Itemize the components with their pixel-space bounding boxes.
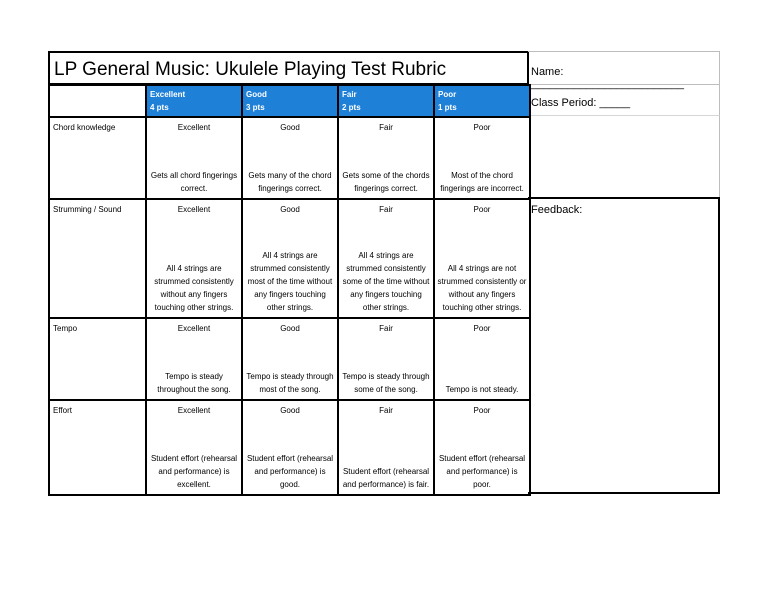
level-label: Fair xyxy=(379,406,393,415)
level-label: Fair xyxy=(379,123,393,132)
rubric-cell xyxy=(242,400,338,495)
header-row xyxy=(49,85,530,117)
criterion-label: Effort xyxy=(49,400,146,495)
rubric-title: LP General Music: Ukulele Playing Test Rubric xyxy=(48,51,529,85)
rubric-cell xyxy=(146,318,242,400)
header-level-label: Poor xyxy=(438,90,457,99)
level-description: Student effort (rehearsal and performance) is fair. xyxy=(342,467,430,489)
level-description: Tempo is steady through some of the song. xyxy=(342,372,430,394)
level-label: Excellent xyxy=(177,406,211,415)
level-label: Good xyxy=(280,406,300,415)
criterion-label: Strumming / Sound xyxy=(49,199,146,318)
header-blank-cell xyxy=(49,85,146,117)
level-description: Tempo is steady throughout the song. xyxy=(157,372,231,394)
level-label: Good xyxy=(280,205,300,214)
level-label: Good xyxy=(280,324,300,333)
level-description: Student effort (rehearsal and performance) is poor. xyxy=(438,454,526,489)
rubric-cell xyxy=(338,117,434,199)
level-description: Tempo is not steady. xyxy=(445,385,519,394)
header-level-label: Excellent xyxy=(150,90,186,99)
header-excellent xyxy=(146,85,242,117)
class-period-field[interactable]: Class Period: _____ xyxy=(528,85,720,116)
rubric-cell xyxy=(434,117,530,199)
criterion-label: Chord knowledge xyxy=(49,117,146,199)
rubric-row-chord-knowledge xyxy=(49,117,530,199)
header-level-label: Fair xyxy=(342,90,357,99)
level-description: All 4 strings are strummed consistently without any fingers touching other strings. xyxy=(154,264,234,312)
header-fair xyxy=(338,85,434,117)
rubric-cell xyxy=(338,199,434,318)
feedback-box[interactable]: Feedback: xyxy=(528,197,720,494)
level-description: Gets all chord fingerings correct. xyxy=(150,171,238,193)
level-description: Gets some of the chords fingerings correct. xyxy=(342,171,430,193)
header-points: 2 pts xyxy=(342,103,361,112)
side-blank-cell xyxy=(528,116,720,198)
criterion-label: Tempo xyxy=(49,318,146,400)
level-description: Most of the chord fingerings are incorrect. xyxy=(440,171,524,193)
rubric-cell xyxy=(242,318,338,400)
header-poor xyxy=(434,85,530,117)
rubric-row-effort xyxy=(49,400,530,495)
rubric-row-strumming-sound xyxy=(49,199,530,318)
rubric-cell xyxy=(434,400,530,495)
rubric-cell xyxy=(146,199,242,318)
level-label: Poor xyxy=(473,406,491,415)
rubric-cell xyxy=(146,400,242,495)
level-label: Poor xyxy=(473,123,491,132)
header-points: 3 pts xyxy=(246,103,265,112)
header-level-label: Good xyxy=(246,90,267,99)
header-points: 1 pts xyxy=(438,103,457,112)
level-description: Gets many of the chord fingerings correct. xyxy=(248,171,332,193)
rubric-cell xyxy=(242,199,338,318)
rubric-cell xyxy=(434,318,530,400)
level-description: All 4 strings are strummed consistently some of the time without any fingers touching other strings. xyxy=(342,251,430,312)
rubric-table xyxy=(48,84,531,496)
level-label: Good xyxy=(280,123,300,132)
level-description: All 4 strings are not strummed consistently or without any fingers touching other strings. xyxy=(437,264,527,312)
level-label: Excellent xyxy=(177,123,211,132)
level-label: Fair xyxy=(379,324,393,333)
header-points: 4 pts xyxy=(150,103,169,112)
rubric-cell xyxy=(338,400,434,495)
level-label: Excellent xyxy=(177,324,211,333)
rubric-cell xyxy=(146,117,242,199)
level-description: All 4 strings are strummed consistently most of the time without any fingers touching other strings. xyxy=(247,251,333,312)
rubric-cell xyxy=(242,117,338,199)
rubric-row-tempo xyxy=(49,318,530,400)
level-label: Poor xyxy=(473,324,491,333)
level-label: Fair xyxy=(379,205,393,214)
level-description: Student effort (rehearsal and performance) is good. xyxy=(246,454,334,489)
header-good xyxy=(242,85,338,117)
level-label: Poor xyxy=(473,205,491,214)
level-description: Tempo is steady through most of the song. xyxy=(246,372,334,394)
rubric-cell xyxy=(434,199,530,318)
name-field[interactable]: Name: _________________________ xyxy=(528,51,720,85)
rubric-cell xyxy=(338,318,434,400)
level-description: Student effort (rehearsal and performance) is excellent. xyxy=(150,454,238,489)
level-label: Excellent xyxy=(177,205,211,214)
